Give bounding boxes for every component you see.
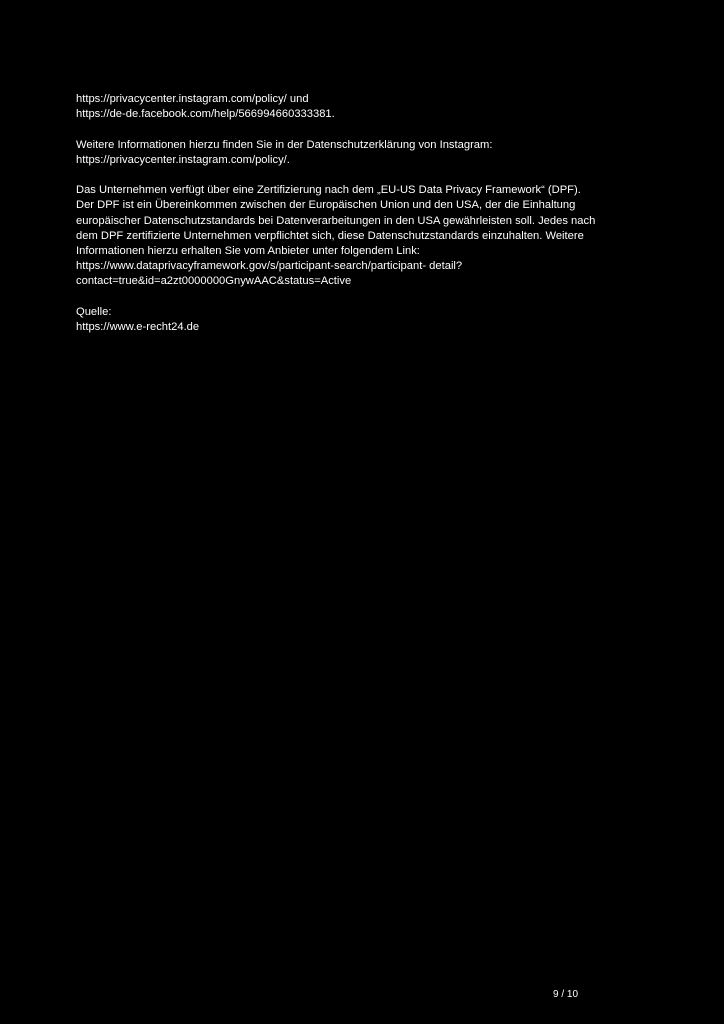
document-body bbox=[76, 92, 656, 350]
text-line: Das Unternehmen verfügt über eine Zertifizierung nach dem „EU-US Data Privacy Framework“ (DPF). bbox=[76, 184, 581, 197]
source-label: Quelle: bbox=[76, 305, 112, 318]
text-line: Informationen hierzu erhalten Sie vom Anbieter unter folgendem Link: bbox=[76, 245, 420, 257]
link-dpf-participant[interactable]: https://www.dataprivacyframework.gov/s/participant-search/participant- detail? bbox=[76, 260, 463, 273]
text-line: dem DPF zertifizierte Unternehmen verpflichtet sich, diese Datenschutzstandards einzuhalten. Weitere bbox=[76, 229, 584, 242]
page-number: 9 / 10 bbox=[553, 989, 579, 1000]
text-line: europäischer Datenschutzstandards bei Datenverarbeitungen in den USA gewährleisten soll. Jedes nach bbox=[76, 214, 596, 227]
link-instagram-policy[interactable]: https://privacycenter.instagram.com/policy/ und bbox=[76, 93, 309, 105]
link-dpf-participant-cont[interactable]: contact=true&id=a2zt0000000GnywAAC&status=Active bbox=[76, 275, 352, 288]
text-line: Der DPF ist ein Übereinkommen zwischen der Europäischen Union und den USA, der die Einhaltung bbox=[76, 199, 576, 212]
paragraph-instagram-links bbox=[76, 92, 656, 122]
link-instagram-policy[interactable]: https://privacycenter.instagram.com/policy/. bbox=[76, 153, 290, 166]
text-line: Weitere Informationen hierzu finden Sie in der Datenschutzerklärung von Instagram: bbox=[76, 138, 493, 151]
paragraph-dpf bbox=[76, 183, 656, 289]
paragraph-more-info bbox=[76, 138, 656, 168]
paragraph-source bbox=[76, 305, 656, 335]
link-e-recht24[interactable]: https://www.e-recht24.de bbox=[76, 321, 200, 333]
link-facebook-help[interactable]: https://de-de.facebook.com/help/566994660333381. bbox=[76, 108, 335, 121]
